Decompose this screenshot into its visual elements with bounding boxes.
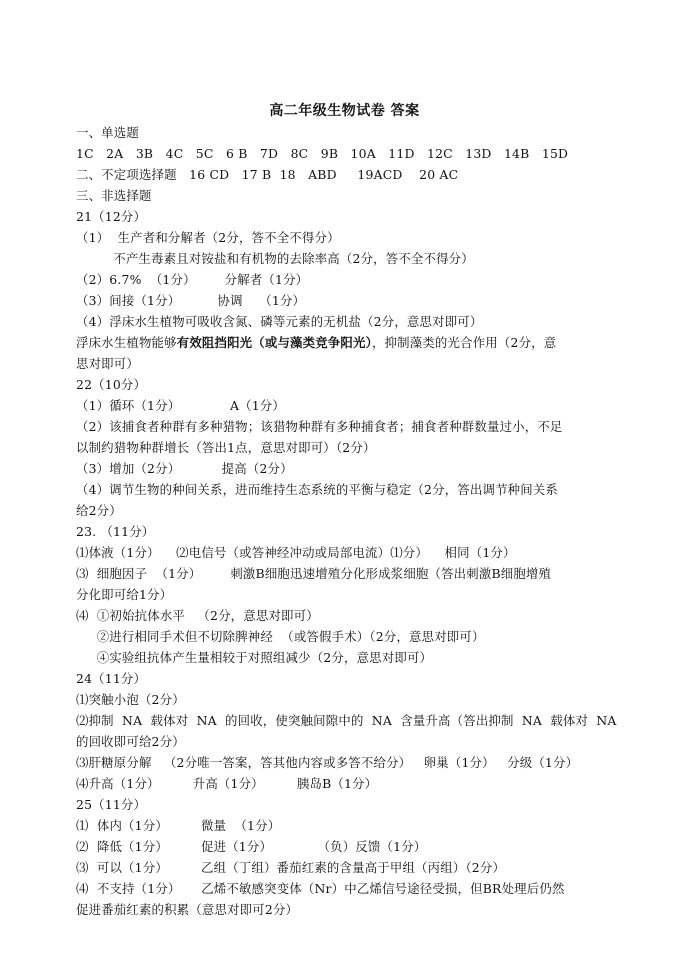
answer-line: 二、不定项选择题 16 CD 17 B 18 ABD 19ACD 20 AC — [76, 167, 459, 182]
answer-line: ⑷ ①初始抗体水平 （2分，意思对即可） — [76, 608, 319, 623]
page-title: 高二年级生物试卷 答案 — [269, 103, 420, 119]
bold-text-segment: 有效阻挡阳光（或与藻类竞争阳光） — [176, 335, 372, 350]
answer-line: 促进番茄红素的积累（意思对即可2分） — [76, 902, 299, 917]
answer-line: 分化即可给1分） — [76, 587, 173, 602]
answer-line: ⑷ 不支持（1分） 乙烯不敏感突变体（Nr）中乙烯信号途径受损，但BR处理后仍然 — [76, 881, 565, 896]
question-heading: 25（11分） — [76, 797, 147, 812]
answer-line: 以制约猎物种群增长（答出1点，意思对即可）（2分） — [76, 440, 376, 455]
answer-line: 不产生毒素且对铵盐和有机物的去除率高（2分，答不全不得分） — [76, 251, 474, 266]
question-heading: 21（12分） — [76, 209, 147, 224]
answer-line: （4）浮床水生植物可吸收含氮、磷等元素的无机盐（2分，意思对即可） — [76, 314, 483, 329]
answer-line: ⑶肝糖原分解 （2分唯一答案，答其他内容或多答不给分） 卵巢（1分） 分级（1分） — [76, 755, 579, 770]
answer-line: 1C 2A 3B 4C 5C 6 B 7D 8C 9B 10A 11D 12C 13D 14B 15D — [76, 146, 569, 161]
answer-line: （3）增加（2分） 提高（2分） — [76, 461, 293, 476]
answer-line: 的回收即可给2分） — [76, 734, 185, 749]
answer-line: ⑶ 可以（1分） 乙组（丁组）番茄红素的含量高于甲组（丙组）（2分） — [76, 860, 506, 875]
answer-line: ⑵ 降低（1分） 促进（1分） （负）反馈（1分） — [76, 839, 427, 854]
section-heading: 一、单选题 — [76, 125, 139, 140]
answer-line: ④实验组抗体产生量相较于对照组减少（2分，意思对即可） — [76, 650, 433, 665]
answer-line: （1） 生产者和分解者（2分，答不全不得分） — [76, 230, 340, 245]
text-segment: ，抑制藻类的光合作用（2分，意 — [371, 335, 557, 350]
answer-line: ⑴ 体内（1分） 微量 （1分） — [76, 818, 281, 833]
answer-line: （2）6.7% （1分） 分解者（1分） — [76, 272, 309, 287]
answer-line: ⑶ 细胞因子 （1分） 刺激B细胞迅速增殖分化形成浆细胞（答出刺激B细胞增殖 — [76, 566, 552, 581]
section-heading: 三、非选择题 — [76, 188, 152, 203]
answer-line: ⑴突触小泡（2分） — [76, 692, 185, 707]
answer-line: ⑷升高（1分） 升高（1分） 胰岛B（1分） — [76, 776, 378, 791]
answer-line: 思对即可） — [76, 356, 139, 371]
answer-line: （2）该捕食者种群有多种猎物；该猎物种群有多种捕食者；捕食者种群数量过小，不足 — [76, 419, 563, 434]
answer-line: ②进行相同手术但不切除脾神经 （或答假手术）（2分，意思对即可） — [76, 629, 485, 644]
text-segment: 浮床水生植物能够 — [76, 335, 177, 350]
question-heading: 22（10分） — [76, 377, 147, 392]
answer-line-emphasis — [76, 335, 556, 351]
answer-line: ⑴体液（1分） ⑵电信号（或答神经冲动或局部电流）⑴分） 相同（1分） — [76, 545, 516, 560]
question-heading: 24（11分） — [76, 671, 147, 686]
answer-line: （1）循环（1分） A（1分） — [76, 398, 285, 413]
answer-line: （4）调节生物的种间关系，进而维持生态系统的平衡与稳定（2分，答出调节种间关系 — [76, 482, 559, 497]
answer-line: （3）间接（1分） 协调 （1分） — [76, 293, 306, 308]
answer-line: ⑵抑制 NA 载体对 NA 的回收，使突触间隙中的 NA 含量升高（答出抑制 NA 载体对 NA — [76, 713, 617, 728]
question-heading: 23. （11分） — [76, 524, 155, 539]
answer-line: 给2分） — [76, 503, 122, 518]
